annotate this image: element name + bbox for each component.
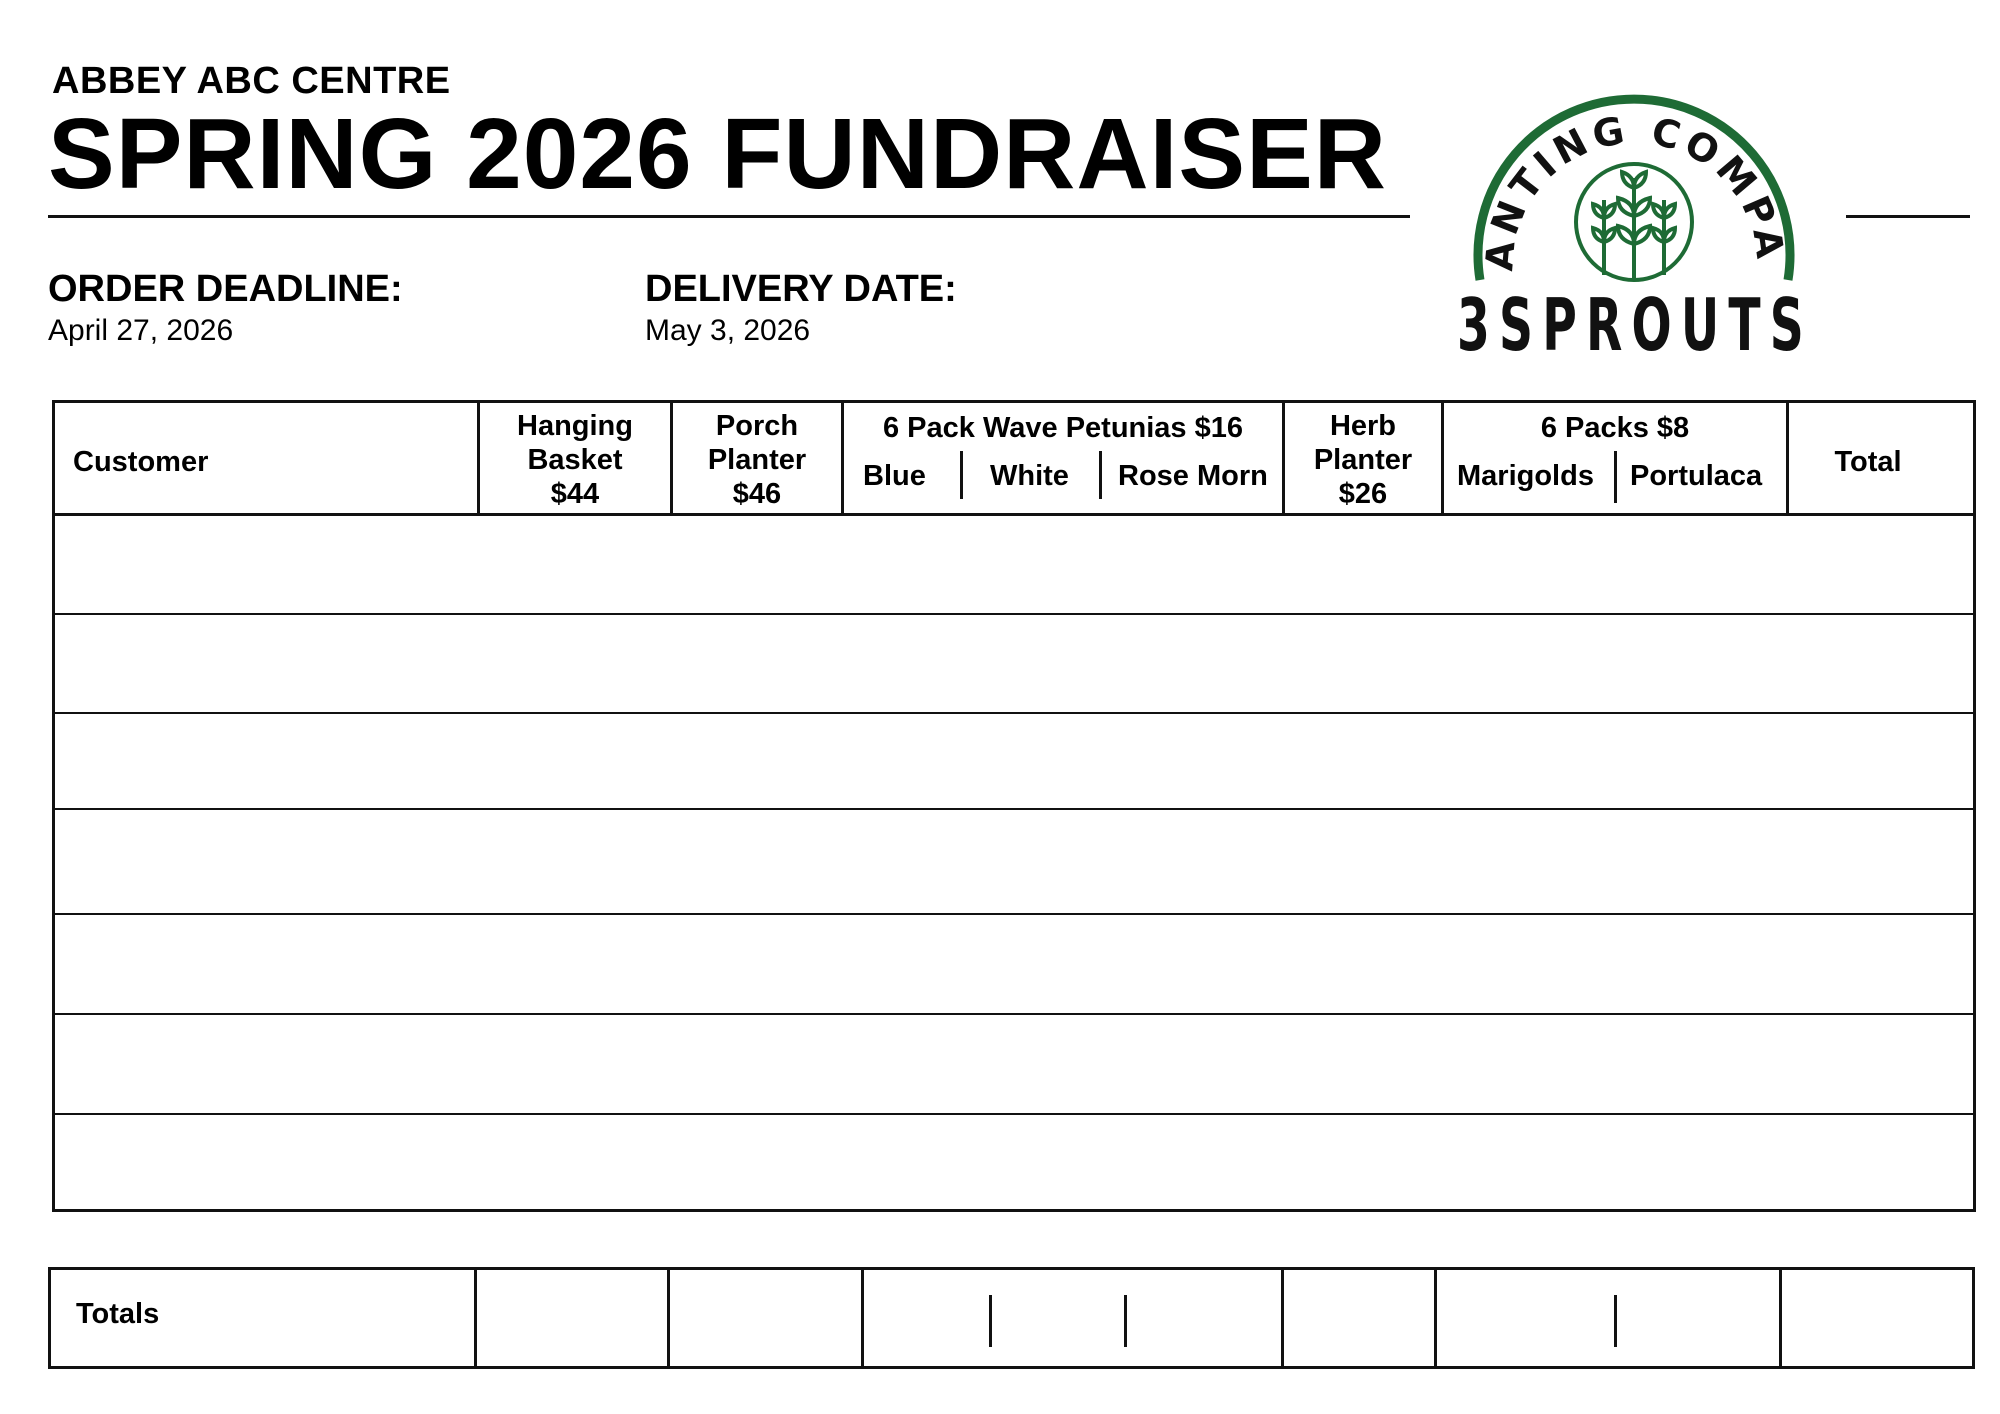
- subheader-white: White: [990, 460, 1069, 492]
- header-rule-right: [1846, 215, 1970, 218]
- totals-table: [48, 1267, 1975, 1369]
- subheader-portulaca: Portulaca: [1630, 460, 1763, 492]
- logo-arc-text: ANTING COMPA: [1477, 107, 1793, 273]
- table-row[interactable]: [55, 1115, 1973, 1209]
- subheader-blue: Blue: [863, 460, 926, 492]
- total-cell-herb-planter[interactable]: [1284, 1270, 1434, 1366]
- total-cell-six-packs[interactable]: [1437, 1270, 1779, 1366]
- table-row[interactable]: [55, 1015, 1973, 1113]
- header-six-packs: 6 Packs $8: [1540, 412, 1690, 444]
- delivery-date-label: DELIVERY DATE:: [645, 268, 957, 310]
- subheader-marigolds: Marigolds: [1457, 460, 1594, 492]
- header-price: $26: [1338, 478, 1388, 510]
- header-herb-planter: [1285, 409, 1441, 511]
- table-row[interactable]: [55, 516, 1973, 613]
- order-deadline-label: ORDER DEADLINE:: [48, 268, 403, 310]
- order-deadline-value: April 27, 2026: [48, 314, 234, 347]
- total-cell-hanging-basket[interactable]: [477, 1270, 667, 1366]
- header-hanging-basket: [480, 409, 670, 511]
- page-title: SPRING 2026 FUNDRAISER: [48, 98, 1387, 210]
- header-line: Planter: [707, 444, 807, 476]
- delivery-date-value: May 3, 2026: [645, 314, 811, 347]
- header-line: Porch: [715, 410, 799, 442]
- subheader-divider: [1099, 451, 1102, 499]
- subheader-divider: [960, 451, 963, 499]
- header-price: $44: [550, 478, 600, 510]
- header-total: Total: [1834, 446, 1902, 478]
- company-logo: [1440, 60, 1830, 360]
- subheader-divider: [1614, 451, 1617, 503]
- subheader-rose-morn: Rose Morn: [1118, 460, 1268, 492]
- header-line: Planter: [1313, 444, 1413, 476]
- total-cell-porch-planter[interactable]: [670, 1270, 861, 1366]
- header-customer: Customer: [73, 446, 209, 478]
- order-table: [52, 400, 1976, 1212]
- sprouts-icon: [1576, 164, 1692, 280]
- header-rule-left: [48, 215, 1410, 218]
- logo-brand-name: 3SPROUTS: [1457, 283, 1813, 360]
- table-row[interactable]: [55, 615, 1973, 712]
- header-porch-planter: [673, 409, 841, 511]
- header-line: Basket: [527, 444, 623, 476]
- header-line: Hanging: [517, 410, 633, 442]
- logo-graphic: [1440, 60, 1830, 360]
- header-wave-petunias: 6 Pack Wave Petunias $16: [882, 412, 1244, 444]
- header-price: $46: [732, 478, 782, 510]
- header-line: Herb: [1329, 410, 1397, 442]
- table-row[interactable]: [55, 714, 1973, 808]
- table-row[interactable]: [55, 810, 1973, 913]
- total-cell-grand-total[interactable]: [1782, 1270, 1972, 1366]
- total-cell-wave-petunias[interactable]: [864, 1270, 1281, 1366]
- organization-name: ABBEY ABC CENTRE: [52, 60, 451, 102]
- totals-label: Totals: [76, 1298, 160, 1330]
- table-row[interactable]: [55, 915, 1973, 1013]
